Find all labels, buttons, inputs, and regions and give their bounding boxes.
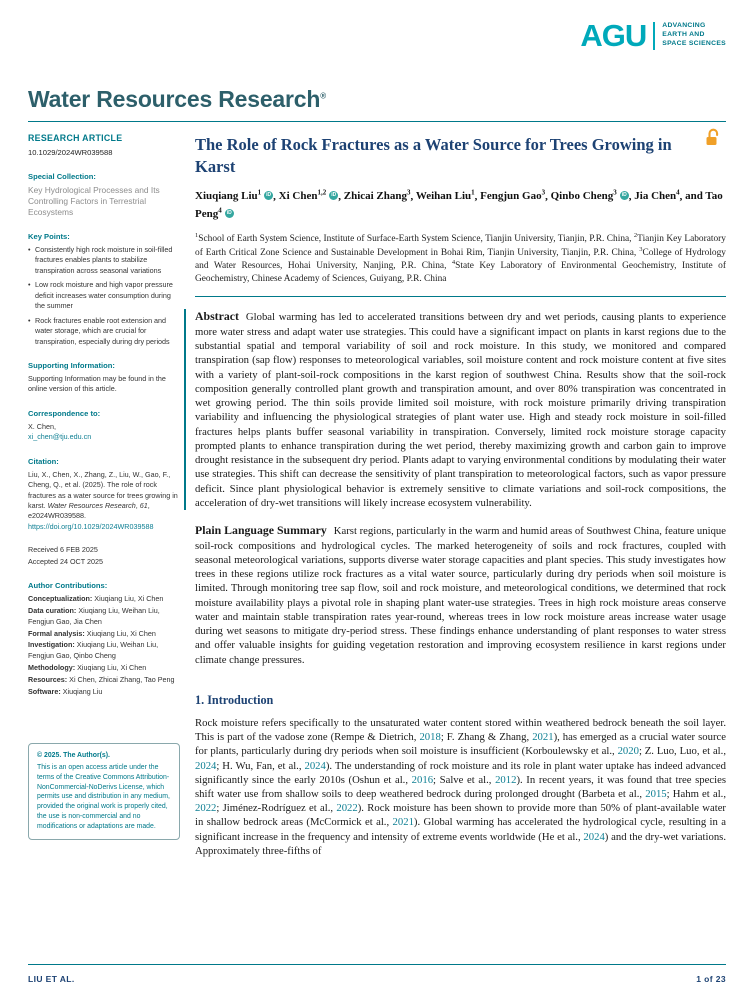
author-name: Fengjun Gao$^3$ [480,188,546,203]
trademark-symbol: ® [320,91,326,101]
author-contributions-heading: Author Contributions: [28,581,108,591]
article-type-label: RESEARCH ARTICLE [28,133,123,143]
page-indicator: 1 of 23 [696,974,726,984]
agu-logo-text: AGU [580,18,647,53]
article-doi: 10.1029/2024WR039588 [28,147,113,157]
supporting-information-section [28,360,180,395]
abstract-heading: Abstract [195,309,239,324]
author-name: Qinbo Cheng$^3$ [550,188,617,203]
author-name: Xiuqiang Liu$^1$ [195,188,262,203]
key-points-list [28,245,180,347]
text-segment: ; H. Wu, Fan, et al., [216,759,305,772]
correspondence-email-link[interactable]: xi_chen@tju.edu.cn [28,432,92,442]
special-collection-heading: Special Collection: [28,171,96,181]
title-row [195,134,726,178]
orcid-icon[interactable]: iD [266,192,272,199]
accepted-date: Accepted 24 OCT 2025 [28,556,103,566]
citation-heading: Citation: [28,456,59,466]
reference-link[interactable]: 2015 [645,788,667,801]
dates-section [28,545,180,567]
contribution-item: Software: Xiuqiang Liu [28,686,103,696]
key-point-item: • Low rock moisture and high vapor pressure deficit increases water consumption during the summer [28,280,180,311]
special-collection-title: Key Hydrological Processes and Its Controlling Factors in Terrestrial Ecosystems [28,184,160,217]
pls-block [195,523,726,667]
text-segment: , [135,501,140,511]
text-segment: ). Rock moisture has been shown to provide more than 50% of plant-available water in shallow bedrock areas (McCormick et al., [195,802,726,829]
page-header [0,0,754,122]
text-segment: ; Z. Luo, Luo, et al., [638,745,726,758]
agu-logo [580,20,726,51]
correspondence-name: X. Chen, [28,421,56,431]
sidebar [28,132,180,840]
text-segment: ; Hahm et al., [666,788,727,801]
reference-link[interactable]: 2012 [495,773,517,786]
text-segment: ; Jiménez-Rodríguez et al., [216,802,337,815]
agu-tagline [662,22,726,48]
title-divider-rule [195,296,726,297]
citation-text [28,470,180,533]
reference-link[interactable]: 2024 [583,830,605,843]
journal-title-text: Water Resources Research [28,86,321,112]
author-name: Jia Chen$^4$ [634,188,680,203]
received-date: Received 6 FEB 2025 [28,545,98,555]
text-segment: ). The understanding of rock moisture and its role in plant water uptake has indeed advanced significantly since the early 2010s (Oshun et al., [195,759,726,786]
contribution-item: Investigation: Xiuqiang Liu, Weihan Liu, Fengjun Gao, Qinbo Cheng [28,640,159,660]
copyright-box [28,743,180,839]
orcid-icon[interactable]: iD [226,209,232,216]
orcid-icon[interactable]: iD [331,192,337,199]
reference-link[interactable]: 2024 [195,759,217,772]
author-list: Xiuqiang Liu$^1$ iD , Xi Chen$^{1,2}$ iD , Zhicai Zhang$^3$, Weihan Liu$^1$, Fengjun Gao$^3$, Qinbo Cheng$^3$ iD , Jia Chen$^4$, and Tao Peng$^4$ iD [195,188,723,220]
correspondence-heading: Correspondence to: [28,408,101,418]
agu-tagline-line: EARTH AND [662,31,705,39]
affiliations: $^1$School of Earth System Science, Institute of Surface-Earth System Science, Tianjin University, Tianjin, P.R. China, $^2$Tianjin Key Laboratory of Earth Critical Zone Science and Sustainable Development in Bohai Rim, Tianjin University, Tianjin, P.R. China, $^3$College of Hydrology and Water Resources, Hohai University, Nanjing, P.R. China, $^4$State Key Laboratory of Environmental Geochemistry, Institute of Geochemistry, Chinese Academy of Sciences, Guiyang, P.R. China [195,231,726,284]
text-segment: ; Salve et al., [433,773,496,786]
article [195,132,726,858]
author-contributions-section [28,580,180,697]
logo-divider [653,22,655,50]
key-points-heading: Key Points: [28,232,70,242]
text-segment: ). Global warming has accelerated the hydrological cycle, resulting in a significant increase in the frequency and intensity of extreme events worldwide (He et al., [195,816,726,843]
contribution-item: Methodology: Xiuqiang Liu, Xi Chen [28,662,147,672]
reference-link[interactable]: 2021 [392,816,414,829]
correspondence-section [28,408,180,443]
italic-text: 61 [139,501,148,511]
reference-link[interactable]: 2016 [411,773,434,786]
text-segment: ; F. Zhang & Zhang, [440,731,533,744]
journal-title [28,86,326,113]
contribution-item: Resources: Xi Chen, Zhicai Zhang, Tao Peng [28,674,175,684]
copyright-line: © 2025. The Author(s). [37,752,110,760]
reference-link[interactable]: 2022 [336,802,358,815]
reference-link[interactable]: 2018 [419,731,441,744]
running-head: LIU ET AL. [28,974,75,984]
header-rule [28,121,726,122]
text-segment: , e2024WR039588. [28,501,150,521]
key-points-section [28,231,180,347]
text-segment: ). In recent years, it was found that tree species shift water use from shallow soils to deep weathered bedrock during prolonged drought (Barbeta et al., [195,773,727,801]
open-access-icon [705,128,722,152]
contribution-item: Data curation: Xiuqiang Liu, Weihan Liu, Fengjun Gao, Jia Chen [28,606,160,626]
introduction-heading: 1. Introduction [195,692,274,707]
special-collection-section [28,171,180,218]
author-name: Xi Chen$^{1,2}$ [278,188,327,203]
reference-link[interactable]: 2024 [304,759,326,772]
text-segment: Liu, X., Chen, X., Zhang, Z., Liu, W., Gao, F., Cheng, Q., et al. (2025). The role of rock fractures as a water source for trees growing in karst. [28,469,178,511]
author-name: Zhicai Zhang$^3$ [343,188,411,203]
page-footer [28,964,726,984]
content-columns [0,122,754,858]
text-segment: ), has emerged as a crucial water source for plants, particularly during dry periods when soil moisture is insufficient (Korboulewsky et al., [195,731,727,758]
text-segment: ) and the dry-wet variations. Approximately three-fifths of [195,830,726,857]
plain-language-summary-section [195,523,726,667]
supporting-information-text: Supporting Information may be found in the online version of this article. [28,373,166,394]
author-contributions-list [28,594,180,697]
reference-link[interactable]: 2022 [195,802,217,815]
author-name: and Tao Peng$^4$ [195,190,723,220]
contribution-item: Formal analysis: Xiuqiang Liu, Xi Chen [28,628,156,638]
citation-section [28,456,180,533]
reference-link[interactable]: 2020 [617,745,639,758]
reference-link[interactable]: 2021 [532,731,554,744]
citation-doi-link[interactable]: https://doi.org/10.1029/2024WR039588 [28,521,154,531]
author-name: Weihan Liu$^1$ [415,188,475,203]
open-lock-glyph [705,128,722,147]
orcid-icon[interactable]: iD [621,192,627,199]
intro-paragraph [195,716,726,858]
agu-tagline-line: SPACE SCIENCES [662,39,726,47]
supporting-information-heading: Supporting Information: [28,360,115,370]
abstract-section [184,309,726,510]
text-segment: Rock moisture refers specifically to the unsaturated water content stored within weathered bedrock beneath the soil layer. This is part of the vadose zone (Rempe & Dietrich, [195,716,726,744]
pls-text: Karst regions, particularly in the warm and humid areas of Southwest China, feature unique soil-rock compositions and hydrological cycles. The marked heterogeneity of soils and rock fractures, coupled with seasonal meteorological variations, supports diverse water storage capacities and plant species. This study investigates how trees in these regions utilize rock fractures as a vital water source, particularly during dry periods when soil moisture is limited. Through monitoring tree sap flow, soil and rock moisture, and meteorological conditions, we determined that rock moisture availability plays a pivotal role in shaping plant water-use strategies. Trees in high rock moisture areas conserve water and maintain stable transpiration rates year-round, whereas trees in low rock moisture areas increase water usage during wet seasons to mitigate dry-period stress. These findings enhance understanding of plant responses to water stress and offer valuable insights for guiding vegetation restoration and improving ecosystem resilience in karst regions under climate change pressures. [195,525,727,666]
license-text: This is an open access article under the terms of the Creative Commons Attribution-NonCommercial-NoDerivs License, which permits use and distribution in any medium, provided the original work is properly cited, the use is non-commercial and no modifications or adaptations are made. [37,763,170,830]
contribution-item: Conceptualization: Xiuqiang Liu, Xi Chen [28,594,164,604]
key-point-item: • Consistently high rock moisture in soil-filled fractures enables plants to stabilize transpiration across seasonal variations [28,245,180,276]
article-title: The Role of Rock Fractures as a Water Source for Trees Growing in Karst [195,135,672,176]
italic-text: Water Resources Research [47,501,136,511]
pls-heading: Plain Language Summary [195,523,327,538]
abstract-text: Global warming has led to accelerated transitions between dry and wet periods, causing plants to experience more water stress and adapt water use strategies. This could have a significant impact on plants in karst regions due to the substantial spatial and temporal variability of soil and rock moisture. In this study, we monitored and compared transpiration (sap flow) responses to meteorological variables, soil moisture content and rock moisture content at five sites with a variety of plant-soil-rock compositions in the karst region of southwest China. Results show that the soil-rock composition generally controlled plant growth and transpiration amount, and over 80% transpiration was concentrated in wet growing period. The thin soils provide limited soil moisture, with rock moisture primarily driving transpiration variability and influencing the physiological strategies of plant water use. High and steady rock moisture in soil-filled fractures helps plants buffer seasonal variability in transpiration. Conversely, limited rock moisture storage capacity prompted plants to enhance transpiration during the wet period, thereby maximizing growth and carbon gain to improve drought resistance in the subsequent dry period. Plants adapt to varying environmental conditions by modulating their water use strategies. This shift can decrease the sensitivity of plant transpiration to meteorological factors, such as vapor pressure deficit. Since plant physiological behavior is extremely sensitive to climate variations and soil-rock compositions, the acceleration of dry-wet transitions will likely increase ecosystem vulnerability. [195,311,726,509]
key-point-item: • Rock fractures enable root extension and water storage, which are crucial for transpiration, especially during dry periods [28,316,180,347]
agu-tagline-line: ADVANCING [662,22,706,30]
abstract-block [195,309,726,510]
